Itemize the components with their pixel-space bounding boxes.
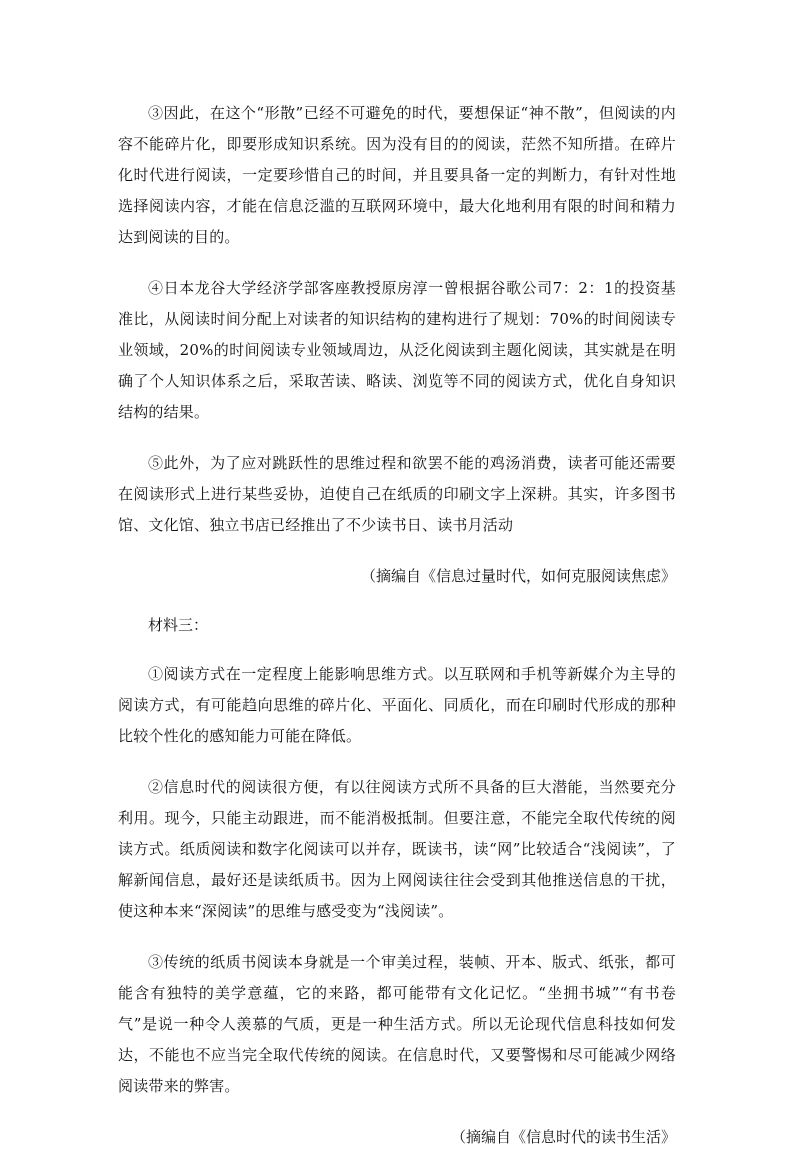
material2-paragraph-4: ④日本龙谷大学经济学部客座教授原房淳一曾根据谷歌公司7：2：1的投资基准比，从阅读时间分配上对读者的知识结构的建构进行了规划：70%的时间阅读专业领域，20%的时间阅读专业领域周边，从泛化阅读到主题化阅读，其实就是在明确了个人知识体系之后，采取苦读、略读、浏览等不同的阅读方式，优化自身知识结构的结果。 — [118, 279, 676, 421]
material3-paragraph-3: ③传统的纸质书阅读本身就是一个审美过程，装帧、开本、版式、纸张，都可能含有独特的美学意蕴，它的来路，都可能带有文化记忆。“坐拥书城”“有书卷气”是说一种令人羡慕的气质，更是一种生活方式。所以无论现代信息科技如何发达，不能也不应当完全取代传统的阅读。在信息时代，又要警惕和尽可能减少网络阅读带来的弊害。 — [118, 953, 676, 1095]
material3-source-citation: （摘编自《信息时代的读书生活》 — [450, 1128, 676, 1146]
material3-paragraph-2: ②信息时代的阅读很方便，有以往阅读方式所不具备的巨大潜能，当然要充分利用。现今，只能主动跟进，而不能消极抵制。但要注意，不能完全取代传统的阅读方式。纸质阅读和数字化阅读可以并存，既读书，读“网”比较适合“浅阅读”，了解新闻信息，最好还是读纸质书。因为上网阅读往往会受到其他推送信息的干扰，使这种本来“深阅读”的思维与感受变为“浅阅读”。 — [118, 778, 676, 920]
material3-paragraph-1: ①阅读方式在一定程度上能影响思维方式。以互联网和手机等新媒介为主导的阅读方式，有可能趋向思维的碎片化、平面化、同质化，而在印刷时代形成的那种比较个性化的感知能力可能在降低。 — [118, 665, 676, 745]
material3-heading: 材料三： — [148, 616, 209, 634]
material2-paragraph-5: ⑤此外，为了应对跳跃性的思维过程和欲罢不能的鸡汤消费，读者可能还需要在阅读形式上进行某些妥协，迫使自己在纸质的印刷文字上深耕。其实，许多图书馆、文化馆、独立书店已经推出了不少读书日、读书月活动 — [118, 454, 676, 534]
material2-source-citation: （摘编自《信息过量时代，如何克服阅读焦虑》 — [360, 567, 676, 585]
document-body — [118, 98, 676, 1171]
material2-paragraph-3: ③因此，在这个“形散”已经不可避免的时代，要想保证“神不散”，但阅读的内容不能碎片化，即要形成知识系统。因为没有目的的阅读，茫然不知所措。在碎片化时代进行阅读，一定要珍惜自己的时间，并且要具备一定的判断力，有针对性地选择阅读内容，才能在信息泛滥的互联网环境中，最大化地利用有限的时间和精力达到阅读的目的。 — [118, 104, 676, 246]
